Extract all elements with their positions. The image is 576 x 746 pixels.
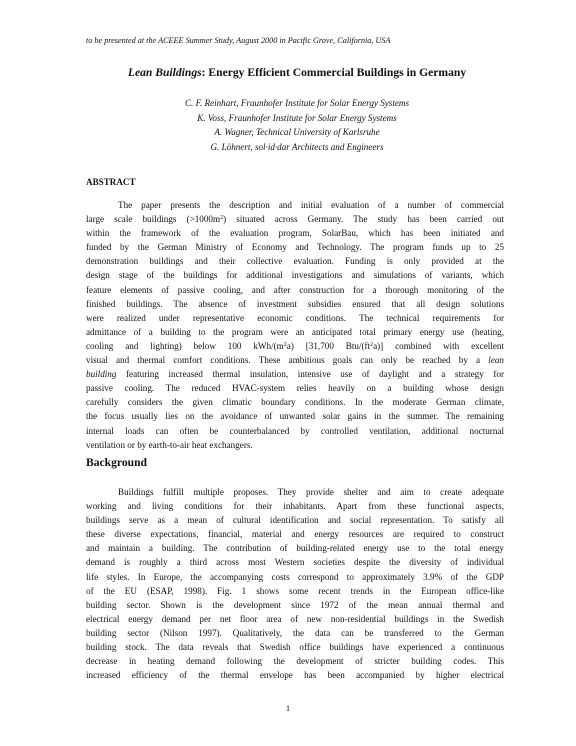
background-line: building stock. The data reveals that Swedish office buildings have experienced a continuous — [86, 642, 504, 653]
text-run: ventilation or by earth-to-air heat exchangers. — [86, 439, 253, 450]
background-body — [86, 485, 504, 682]
text-run: internal loads can often be counterbalanced by controlled ventilation, additional nocturnal — [86, 425, 504, 436]
background-line: and maintain a building. The contribution of building-related energy use to the total energy — [86, 543, 504, 554]
text-run: ) situated across Germany. The study has been carried out — [223, 214, 504, 225]
abstract-line — [86, 438, 504, 452]
background-line: electrical energy demand per net floor area of new non-residential buildings in the Swedish — [86, 613, 504, 624]
page-number: 1 — [285, 703, 291, 713]
text-run: feature elements of passive cooling, and after construction for a thorough monitoring of the — [86, 284, 504, 295]
author-line: K. Voss, Fraunhofer Institute for Solar Energy Systems — [197, 112, 397, 123]
italic-term: lean — [488, 355, 504, 366]
abstract-line — [86, 226, 504, 240]
author-line: G. Löhnert, sol·id·dar Architects and Engineers — [210, 141, 384, 152]
abstract-line — [86, 325, 504, 339]
background-line: building sector. Shown is the development since 1972 of the mean annual thermal and — [86, 599, 504, 610]
text-run: a) [31,700 Btu/(ft — [286, 340, 371, 351]
background-line: of the EU (ESAP, 1998). Fig. 1 shows some recent trends in the European office-like — [86, 585, 504, 596]
text-run: finished buildings. The absence of investment subsidies ensured that all design solutions — [86, 298, 504, 309]
abstract-line — [86, 297, 504, 311]
title-block — [60, 66, 534, 154]
paper-title — [60, 66, 534, 79]
background-line: decrease in heating demand following the development of stricter building codes. This — [86, 656, 504, 667]
background-line: demand is roughly a third across most Western societies despite the diversity of individual — [86, 557, 504, 568]
background-line: buildings serve as a mean of cultural identification and social representation. To satisfy all — [86, 515, 504, 526]
author-line: A. Wagner, Technical University of Karlsruhe — [214, 127, 380, 138]
author-list — [60, 96, 534, 154]
running-head: to be presented at the ACEEE Summer Study, August 2000 in Pacific Grove, California, USA — [86, 36, 391, 45]
abstract-line — [86, 198, 504, 212]
abstract-line — [86, 240, 504, 254]
abstract-line — [86, 283, 504, 297]
text-run: passive cooling. The reduced HVAC-system relies heavily on a building whose design — [86, 383, 504, 394]
abstract-line — [86, 424, 504, 438]
abstract-heading: ABSTRACT — [86, 177, 136, 187]
text-run: design stage of the buildings for additional investigations and simulations of variants, which — [86, 270, 504, 281]
abstract-line — [86, 311, 504, 325]
text-run: within the framework of the evaluation program, SolarBau, which has been initiated and — [86, 228, 504, 239]
background-line: life styles. In Europe, the accompanying costs correspond to approximately 3.9% of the GDP — [86, 571, 504, 582]
superscript: 2 — [370, 341, 374, 348]
text-run: were realized under representative economic conditions. The technical requirements for — [86, 312, 504, 323]
text-run: admittance of a building to the program were an anticipated total primary energy use (heating, — [86, 326, 504, 337]
text-run: funded by the German Ministry of Economy and Technology. The program funds up to 25 — [86, 242, 504, 253]
abstract-line — [86, 409, 504, 423]
text-run: demonstration buildings and their collective evaluation. Funding is only provided at the — [86, 256, 504, 267]
abstract-line — [86, 353, 504, 367]
superscript: 2 — [220, 215, 224, 222]
author-line: C. F. Reinhart, Fraunhofer Institute for Solar Energy Systems — [184, 98, 410, 108]
text-run: featuring increased thermal insulation, intensive use of daylight and a strategy for — [116, 369, 504, 380]
abstract-line — [86, 339, 504, 353]
title-italic-part: Lean Buildings — [127, 66, 202, 79]
background-line: these diverse expectations, financial, material and energy resources are required to construct — [86, 529, 504, 540]
background-line: Buildings fulfill multiple proposes. They provide shelter and aim to create adequate — [118, 487, 504, 497]
abstract-line — [86, 381, 504, 395]
text-run: cooling and lighting) below 100 kWh/(m — [86, 340, 284, 351]
text-run: The paper presents the description and initial evaluation of a number of commercial — [118, 200, 504, 210]
italic-term: building — [86, 369, 117, 380]
background-line: increased efficiency of the thermal envelope has been accompanied by higher electrical — [86, 670, 504, 681]
section-heading-background: Background — [86, 456, 147, 469]
abstract-line — [86, 254, 504, 268]
superscript: 2 — [283, 341, 287, 348]
background-line: building sector (Nilson 1997). Qualitatively, the data can be transferred to the German — [86, 627, 504, 638]
abstract-body — [86, 198, 504, 452]
text-run: the focus usually lies on the avoidance of unwanted solar gains in the summer. The remaining — [86, 411, 504, 422]
text-run: large scale buildings (>1000m — [86, 214, 221, 225]
abstract-line — [86, 212, 504, 226]
background-line: working and living conditions for their inhabitants. Apart from these functional aspects, — [86, 501, 504, 512]
text-run: a)] combined with excellent — [373, 340, 504, 351]
abstract-line — [86, 367, 504, 381]
abstract-line — [86, 395, 504, 409]
text-run: visual and thermal comfort conditions. These ambitious goals can only be reached by a — [86, 355, 489, 366]
abstract-line — [86, 268, 504, 282]
text-run: carefully considers the given climatic boundary conditions. In the moderate German climate, — [86, 397, 504, 408]
title-rest: : Energy Efficient Commercial Buildings in Germany — [201, 66, 467, 79]
